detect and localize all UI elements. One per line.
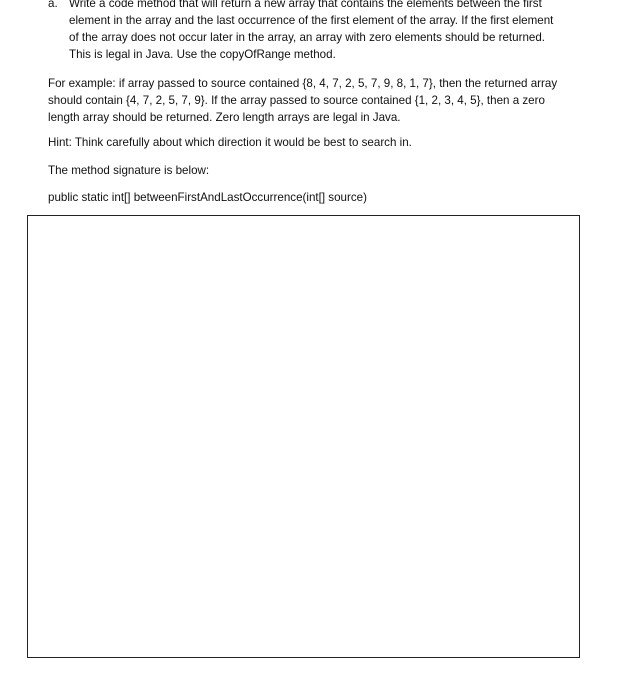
question-text xyxy=(69,0,588,63)
example-line: length array should be returned. Zero length arrays are legal in Java. xyxy=(48,111,401,124)
signature-paragraph xyxy=(48,189,598,206)
answer-box[interactable] xyxy=(27,215,580,658)
hint-text: Hint: Think carefully about which direction it would be best to search in. xyxy=(48,136,412,149)
example-paragraph xyxy=(48,75,598,126)
signature-lead-paragraph xyxy=(48,162,598,179)
question-line: This is legal in Java. Use the copyOfRange method. xyxy=(69,48,336,61)
question-line: element in the array and the last occurrence of the first element of the array. If the first element xyxy=(69,14,554,27)
hint-paragraph xyxy=(48,134,598,151)
example-line: should contain {4, 7, 2, 5, 7, 9}. If the array passed to source contained {1, 2, 3, 4, 5}, then a zero xyxy=(48,94,545,107)
question-marker: a. xyxy=(48,0,58,10)
question-a xyxy=(48,0,588,63)
signature-lead-text: The method signature is below: xyxy=(48,164,210,177)
example-line: For example: if array passed to source contained {8, 4, 7, 2, 5, 7, 9, 8, 1, 7}, then the returned array xyxy=(48,77,558,90)
question-line: of the array does not occur later in the array, an array with zero elements should be returned. xyxy=(69,31,546,44)
question-line: Write a code method that will return a new array that contains the elements between the first xyxy=(69,0,542,10)
method-signature: public static int[] betweenFirstAndLastOccurrence(int[] source) xyxy=(48,191,367,204)
